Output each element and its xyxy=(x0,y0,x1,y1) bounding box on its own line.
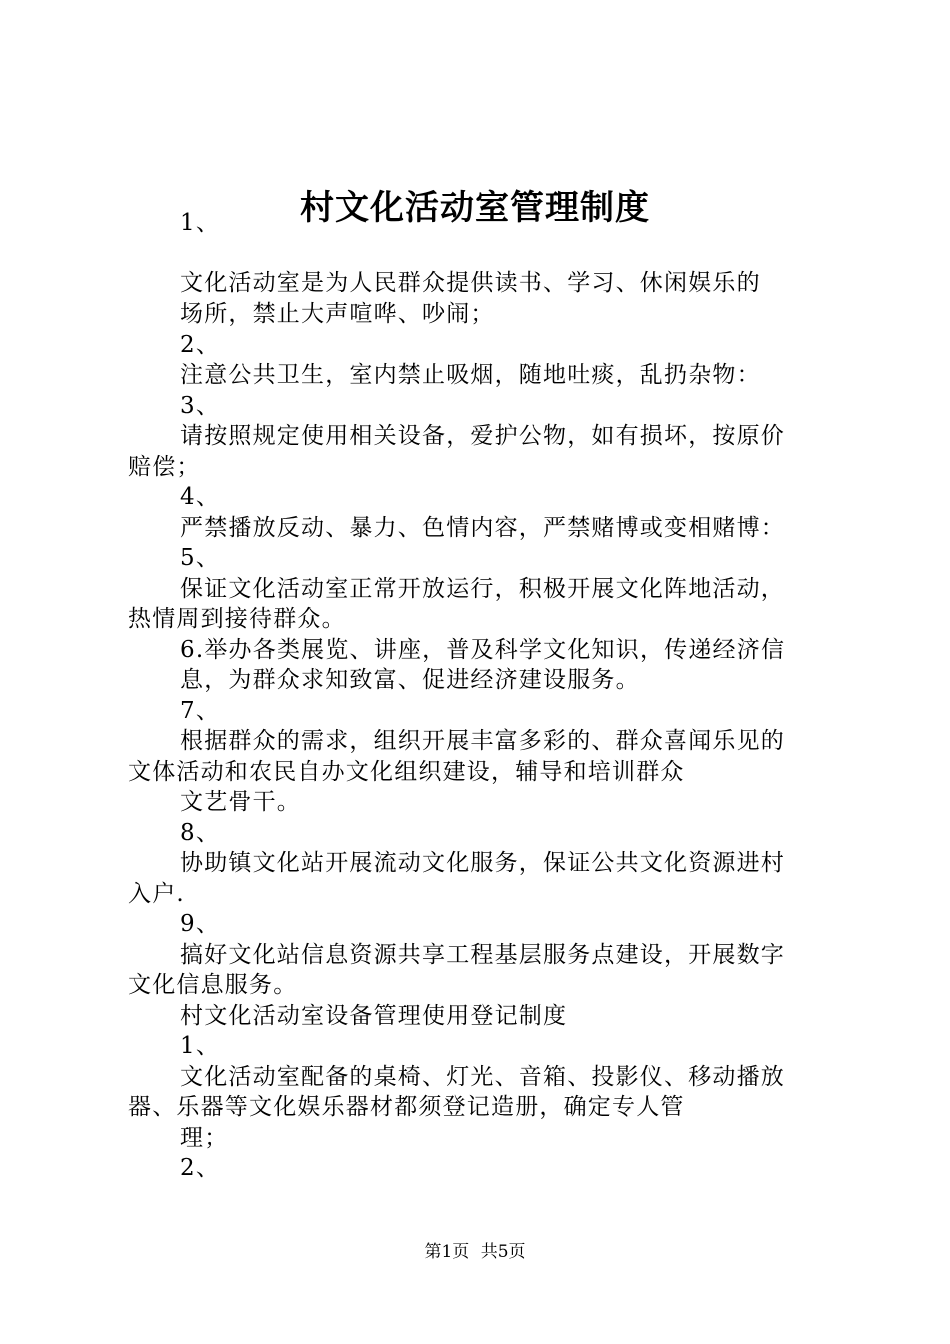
text-line: 2、 xyxy=(180,332,221,358)
text-line: 文化活动室配备的桌椅、灯光、音箱、投影仪、移动播放 xyxy=(180,1064,785,1090)
text-line: 1、 xyxy=(180,1033,221,1059)
text-line: 8、 xyxy=(180,820,221,846)
text-line: 1、 xyxy=(180,210,221,236)
text-line: 器、乐器等文化娱乐器材都须登记造册，确定专人管 xyxy=(128,1094,685,1120)
text-line: 文艺骨干。 xyxy=(180,789,301,815)
text-line: 6.举办各类展览、讲座，普及科学文化知识，传递经济信 xyxy=(180,637,786,663)
section-heading: 村文化活动室设备管理使用登记制度 xyxy=(180,1003,568,1029)
text-line: 搞好文化站信息资源共享工程基层服务点建设，开展数字 xyxy=(180,942,785,968)
page-footer xyxy=(0,1240,950,1264)
page-number: 第1页 xyxy=(424,1242,470,1262)
text-line: 9、 xyxy=(180,911,221,937)
text-line: 2、 xyxy=(180,1155,221,1181)
text-line: 7、 xyxy=(180,698,221,724)
text-line: 场所，禁止大声喧哗、吵闹； xyxy=(180,301,495,327)
text-line: 保证文化活动室正常开放运行，积极开展文化阵地活动， xyxy=(180,576,785,602)
text-line: 注意公共卫生，室内禁止吸烟，随地吐痰，乱扔杂物： xyxy=(180,362,761,388)
text-line: 协助镇文化站开展流动文化服务，保证公共文化资源进村 xyxy=(180,850,785,876)
text-line: 赔偿； xyxy=(128,454,201,480)
text-line: 文化活动室是为人民群众提供读书、学习、休闲娱乐的 xyxy=(180,270,761,296)
text-line: 请按照规定使用相关设备，爱护公物，如有损坏，按原价 xyxy=(180,423,785,449)
text-line: 根据群众的需求，组织开展丰富多彩的、群众喜闻乐见的 xyxy=(180,728,785,754)
text-line: 文体活动和农民自办文化组织建设，辅导和培训群众 xyxy=(128,759,685,785)
page-total: 共5页 xyxy=(480,1242,526,1262)
text-line: 严禁播放反动、暴力、色情内容，严禁赌博或变相赌博： xyxy=(180,515,785,541)
text-line: 4、 xyxy=(180,484,221,510)
text-line: 理； xyxy=(180,1125,229,1151)
text-line: 入户. xyxy=(128,881,185,907)
text-line: 5、 xyxy=(180,545,221,571)
document-title: 村文化活动室管理制度 xyxy=(300,188,650,228)
text-line: 文化信息服务。 xyxy=(128,972,298,998)
text-line: 热情周到接待群众。 xyxy=(128,606,346,632)
text-line: 息，为群众求知致富、促进经济建设服务。 xyxy=(180,667,640,693)
text-line: 3、 xyxy=(180,393,221,419)
